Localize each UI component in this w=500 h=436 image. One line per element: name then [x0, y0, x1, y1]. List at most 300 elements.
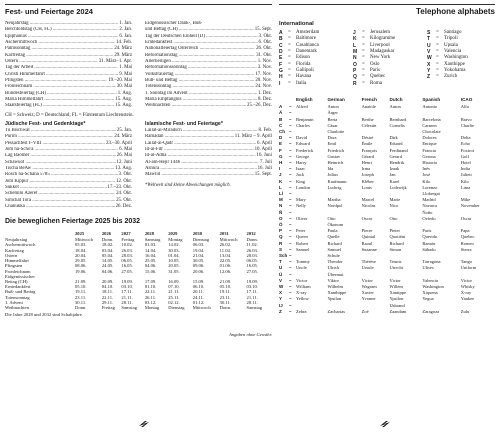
holiday-date: 16. Juni	[256, 153, 272, 159]
holiday-name: Reformationssonntag .....	[145, 65, 257, 71]
spelling-letter: J	[279, 172, 282, 178]
spelling-word: Otto	[389, 215, 398, 221]
movable-value: 05.10.	[219, 284, 232, 290]
international-row	[427, 74, 495, 80]
nato-header-blank-eq	[289, 97, 296, 104]
jewish-title: Jüdische Fest- und Gedenktage*	[5, 120, 86, 127]
spelling-word: Oliver	[296, 215, 308, 221]
spelling-word: Schule	[327, 252, 340, 258]
international-word: Oslo	[370, 61, 380, 67]
holiday-name: Mariä Himmelfahrt .....	[5, 97, 114, 103]
holiday-row	[5, 204, 132, 210]
movable-value: 10.02.	[121, 242, 133, 248]
spelling-word: Nordpol	[327, 203, 343, 209]
movable-value: 21.09.	[75, 278, 87, 284]
movable-value: 30.11.	[75, 299, 87, 305]
holiday-name: Pfingsten .....	[5, 78, 107, 84]
spelling-word: Kilo	[422, 178, 431, 184]
movable-value: 19.11.	[75, 289, 87, 295]
spelling-letter: Z	[279, 308, 282, 314]
international-column	[427, 30, 495, 87]
equals-sign: =	[289, 209, 292, 215]
holiday-date: 31. März–1. Apr.	[98, 59, 132, 65]
international-word: Xanthippe	[444, 61, 465, 67]
movable-value: 20.11.	[192, 289, 205, 295]
holiday-date: 25. Okt.	[116, 197, 132, 203]
movable-value: 24.11.	[192, 294, 205, 300]
spelling-word: Ypsilon	[389, 296, 404, 302]
language-header: English	[296, 97, 313, 103]
spelling-word: Quintal	[361, 234, 376, 240]
movable-value: 26.11.	[144, 294, 157, 300]
spelling-word: Frederick	[296, 147, 314, 153]
movable-value: 06.05.	[246, 258, 258, 264]
movable-value: 29.11.	[101, 299, 114, 305]
movable-value: 22.05.	[219, 258, 232, 264]
international-word: Casablanca	[296, 42, 319, 48]
spelling-word: Xiquena	[422, 290, 438, 296]
spelling-word: Pieter	[389, 228, 401, 234]
international-word: Italia	[296, 80, 307, 86]
holiday-date: 24. März	[114, 46, 132, 52]
international-letter: F	[279, 61, 283, 68]
spelling-letter: B	[279, 116, 283, 122]
spelling-word: Quelle	[327, 234, 340, 240]
equals-sign: =	[436, 49, 439, 55]
spelling-word: Historia	[422, 159, 437, 165]
spelling-word: Valencia	[422, 277, 438, 283]
spelling-word: Utrecht	[389, 265, 404, 271]
equals-sign: =	[362, 80, 365, 86]
holiday-name: Christi Himmelfahrt .....	[5, 72, 118, 78]
movable-value: 14.02.	[168, 242, 180, 248]
international-letter: Y	[427, 68, 431, 75]
international-word: Liverpool	[370, 42, 390, 48]
holiday-date: 10. April	[254, 146, 272, 152]
holiday-name: Sukkot .....	[5, 185, 107, 191]
spelling-word: Mary	[296, 197, 306, 203]
spelling-letter: E	[279, 141, 283, 147]
movable-value: 18.11.	[101, 289, 114, 295]
movable-value: Samstag	[121, 304, 137, 310]
movable-value: 29.05.	[75, 258, 87, 264]
holiday-date: 29. März	[114, 52, 132, 58]
movable-value: Samstag	[246, 304, 263, 310]
equals-sign: =	[289, 234, 292, 240]
movable-value: 16.04.	[144, 252, 157, 258]
equals-sign: =	[289, 172, 292, 178]
spelling-letter: Y	[279, 296, 283, 302]
movable-value: Mittwoch	[219, 237, 238, 243]
movable-value: 04.10.	[101, 284, 114, 290]
spelling-letter: M	[279, 197, 283, 203]
holiday-name: Berchtoldstag (CH, FL) .....	[5, 27, 118, 33]
movable-value: 06.10.	[192, 284, 205, 290]
international-word: Upsala	[444, 42, 458, 48]
language-header: German	[327, 97, 345, 103]
equals-sign: =	[288, 36, 291, 42]
spelling-word: Victor	[389, 277, 401, 283]
equals-sign: =	[289, 184, 292, 190]
spelling-word: Yegua	[422, 296, 434, 302]
movable-value: 03.10.	[246, 284, 258, 290]
spelling-letter: O	[279, 215, 283, 221]
equals-sign: =	[289, 271, 292, 277]
spelling-word: Benjamin	[296, 116, 314, 122]
spelling-letter: Q	[279, 234, 283, 240]
holiday-date: 12. Juni	[116, 159, 132, 165]
movable-value: Freitag	[121, 237, 135, 243]
movable-value: 20.04.	[75, 252, 87, 258]
equals-sign: =	[289, 259, 292, 265]
movable-value: 11.04.	[219, 247, 231, 253]
movable-value: Donn.	[101, 237, 114, 243]
international-letter: W	[427, 55, 432, 62]
movable-value: Donn.	[75, 304, 87, 310]
spelling-word: Antonio	[422, 104, 438, 110]
holiday-name: Purim .....	[5, 134, 113, 140]
spelling-letter: V	[279, 277, 283, 283]
movable-value: 22.11.	[101, 294, 114, 300]
holiday-date: 15. Aug.	[115, 97, 132, 103]
holiday-date: 15. Sept.	[254, 172, 272, 178]
spelling-word: Xanthippe	[327, 290, 347, 296]
spelling-letter: L	[279, 184, 282, 190]
spelling-word: Ulises	[422, 265, 434, 271]
spelling-word: Kilo	[460, 178, 469, 184]
equals-sign: =	[288, 74, 291, 80]
equals-sign: =	[289, 128, 292, 134]
movable-label: Neujahrstag	[5, 237, 28, 243]
holiday-date: 1. Aug.	[117, 90, 132, 96]
equals-sign: =	[436, 36, 439, 42]
holiday-name: Totensonntag .....	[145, 84, 254, 90]
islamic-column	[145, 121, 272, 210]
spelling-word: Enrique	[422, 141, 437, 147]
equals-sign: =	[289, 265, 292, 271]
language-header: ICAO	[460, 97, 473, 103]
spelling-letter: Sch	[279, 252, 288, 258]
spelling-word: Gerona	[422, 153, 436, 159]
movable-value: 20.05.	[168, 263, 180, 269]
holiday-name: Weihnachten .....	[145, 103, 246, 109]
spelling-word: Zoé	[361, 308, 369, 314]
international-letter: U	[427, 42, 431, 49]
movable-value: 16.05.	[121, 263, 133, 269]
holiday-date: 2. Jan.	[119, 27, 132, 33]
equals-sign: =	[289, 277, 292, 283]
spelling-word: Charles	[296, 122, 310, 128]
spelling-word: Washington	[422, 283, 444, 289]
equals-sign: =	[362, 68, 365, 74]
holiday-date: 1. Jan.	[119, 21, 132, 26]
spelling-word: Edward	[296, 141, 310, 147]
international-row	[353, 81, 421, 87]
holiday-name: Jom Kippur .....	[5, 179, 115, 185]
spelling-word: Martha	[327, 197, 341, 203]
equals-sign: =	[362, 74, 365, 80]
holiday-date: 20. Nov.	[255, 78, 272, 84]
spelling-word: Ludwig	[327, 184, 342, 190]
movable-value: 26.02.	[219, 242, 232, 248]
movable-value: 30.03.	[168, 247, 180, 253]
spelling-word: Delta	[460, 135, 471, 141]
spelling-word: Dirk	[389, 135, 398, 141]
spelling-word: Ypsilon	[327, 296, 342, 302]
movable-value: 25.05.	[144, 258, 157, 264]
year-header: 2031	[219, 231, 229, 237]
equals-sign: =	[288, 30, 291, 35]
international-letter: E	[279, 55, 283, 62]
holiday-row	[5, 103, 132, 109]
movable-value: 13.04.	[219, 252, 232, 258]
movable-value: 21.11.	[246, 294, 258, 300]
spelling-letter: F	[279, 147, 282, 153]
spelling-word: Kaufmann	[327, 178, 347, 184]
movable-value: 17.11.	[246, 289, 258, 295]
spelling-word: Tango	[460, 259, 472, 265]
spelling-word: Yankee	[460, 296, 475, 302]
equals-sign: =	[289, 166, 292, 172]
spelling-word: Zaragoza	[422, 308, 440, 314]
holiday-row	[145, 172, 272, 178]
international-letter: A	[279, 30, 283, 36]
movable-holidays-table	[5, 231, 270, 310]
equals-sign: =	[436, 74, 439, 80]
holidays-column-1	[5, 21, 132, 110]
spelling-word: Lima	[460, 184, 471, 190]
spelling-word: Uniform	[460, 265, 477, 271]
spelling-word: Richard	[389, 240, 404, 246]
holiday-name: Palmsonntag .....	[5, 46, 113, 52]
spelling-word: Harry	[296, 159, 307, 165]
holiday-name: Mawlid .....	[145, 172, 254, 178]
spelling-word: Isaac	[296, 166, 306, 172]
international-word: Washington	[444, 55, 468, 61]
spelling-word: Ramón	[422, 240, 436, 246]
spelling-word: Whisky	[460, 283, 475, 289]
movable-value: 06.03.	[192, 242, 205, 248]
spelling-word: Tarragona	[422, 259, 441, 265]
movable-value: Montag	[168, 237, 183, 243]
equals-sign: =	[289, 302, 292, 308]
equals-sign: =	[289, 240, 292, 246]
spelling-word: Papa	[460, 228, 470, 234]
spelling-letter: A	[279, 104, 283, 110]
holiday-date: 6. Mai	[119, 146, 132, 152]
holiday-name: Tu Bischwat .....	[5, 128, 116, 134]
spelling-word: Theodor	[327, 259, 343, 265]
movable-label: 1. Advent	[5, 299, 23, 305]
holiday-date: 12. Okt.	[116, 178, 132, 184]
movable-value: 19.04.	[192, 247, 205, 253]
equals-sign: =	[362, 61, 365, 67]
movable-value: 30.11.	[219, 299, 231, 305]
movable-value: 01.12.	[192, 299, 205, 305]
spelling-word: Jan	[389, 172, 396, 178]
movable-value: 28.03.	[246, 252, 258, 258]
movable-value: 12.06.	[219, 268, 232, 274]
movable-label: Karfreitag	[5, 247, 24, 253]
holiday-name: Ramadan .....	[145, 134, 234, 140]
equals-sign: =	[288, 49, 291, 55]
holiday-name: Lag Baomer .....	[5, 153, 116, 159]
movable-value: 16.05.	[246, 263, 258, 269]
spelling-word: Samuel	[296, 246, 310, 252]
spelling-word: Cornelis	[389, 122, 405, 128]
spelling-word: París	[422, 228, 432, 234]
holiday-name: Bundesfeiertag (CH) .....	[5, 91, 117, 97]
spelling-letter: G	[279, 153, 283, 159]
spelling-word: Uncle	[296, 265, 307, 271]
equals-sign: =	[289, 116, 292, 122]
movable-value: 25.11.	[168, 294, 180, 300]
spelling-word: David	[296, 135, 307, 141]
international-letter: B	[279, 36, 283, 43]
spelling-word: Anatole	[361, 104, 376, 110]
holiday-name: Mariä Empfängnis .....	[145, 97, 257, 103]
movable-value: 26.03.	[121, 247, 133, 253]
international-word: Roma	[370, 80, 382, 86]
international-word: New York	[370, 55, 391, 61]
international-letter: G	[279, 68, 283, 75]
movable-value: 14.04.	[144, 247, 157, 253]
holiday-name: Schawuot .....	[5, 160, 116, 166]
equals-sign: =	[289, 215, 292, 221]
spelling-word: Désiré	[361, 135, 374, 141]
equals-sign: =	[289, 141, 292, 147]
equals-sign: =	[362, 30, 365, 35]
spelling-word: King	[296, 178, 305, 184]
movable-holidays-title: Die beweglichen Feiertage 2025 bis 2032	[5, 218, 141, 226]
movable-value: 27.05.	[121, 268, 133, 274]
movable-value: 20.09.	[101, 278, 114, 284]
movable-label: Pfingsten	[5, 263, 23, 269]
holiday-name: Neujahrstag .....	[5, 21, 118, 27]
variation-hint: *Weltweit sind kleine Abweichungen möglich.	[145, 182, 231, 188]
movable-value: 15.06.	[144, 268, 157, 274]
holiday-date: 31. Okt.	[256, 52, 272, 58]
equals-sign: =	[289, 135, 292, 141]
equals-sign: =	[289, 246, 292, 252]
holiday-date: 8. Dez.	[258, 97, 272, 103]
jewish-column	[5, 121, 132, 210]
spelling-word: Alfred	[296, 104, 308, 110]
spelling-word: Irma	[361, 166, 371, 172]
international-letter: R	[353, 80, 357, 87]
movable-value: 03.04.	[101, 247, 114, 253]
spelling-word: Foxtrot	[460, 147, 475, 153]
international-letter: D	[279, 49, 283, 56]
movable-value: 21.11.	[168, 289, 180, 295]
holiday-name: Nationalfeiertag Österreich .....	[145, 46, 255, 52]
spelling-word: London	[296, 184, 310, 190]
international-word: Zurich	[444, 74, 458, 80]
international-word: Florida	[296, 61, 311, 67]
holiday-date: 24. Okt.	[116, 191, 132, 197]
movable-value: 08.06.	[75, 263, 87, 269]
holiday-name: Jom ha-Scho'a .....	[5, 147, 118, 153]
international-word: Edison	[296, 55, 310, 61]
spelling-word: Nelly	[296, 203, 306, 209]
spelling-word: Gustav	[327, 153, 341, 159]
international-word: Danemark	[296, 49, 317, 55]
spelling-word: Dolores	[422, 135, 437, 141]
spelling-word: Willem	[389, 283, 403, 289]
spelling-word: Ñoño	[422, 209, 433, 215]
nato-header-blank	[279, 97, 289, 104]
spelling-letter: Ä	[279, 110, 283, 116]
holiday-name: Pessachfest I–VIII .....	[5, 141, 105, 147]
holiday-name: Ostern .....	[5, 59, 98, 65]
international-letter: T	[427, 36, 431, 43]
top-rule-left	[5, 4, 272, 5]
holiday-date: 24. Nov.	[255, 84, 272, 90]
holiday-name: Fronleichnam .....	[5, 84, 116, 90]
movable-value: 03.12.	[144, 299, 157, 305]
holiday-date: 6. Jan.	[119, 33, 132, 39]
holiday-date: 8. Feb.	[258, 127, 272, 133]
equals-sign: =	[289, 122, 292, 128]
spelling-word: Juliett	[460, 172, 472, 178]
spelling-word: Heinrich	[327, 159, 344, 165]
equals-sign: =	[362, 42, 365, 48]
holiday-date: 17.–23. Okt.	[107, 184, 132, 190]
spelling-word: Zulu	[460, 308, 470, 314]
holiday-name: Tischa BeAw .....	[5, 166, 114, 172]
spelling-word: IJsbrand	[389, 302, 405, 308]
spelling-word: Raoul	[361, 240, 373, 246]
spelling-word: Sábado	[422, 246, 436, 252]
spelling-word: Sierra	[460, 246, 472, 252]
movable-label: Aschermittwoch	[5, 242, 36, 248]
spelling-word: Yellow	[296, 296, 309, 302]
movable-value: 20.06.	[192, 268, 205, 274]
holiday-name: Eidgenössischer Dank-, Buß-	[145, 21, 203, 26]
movable-value: 09.06.	[192, 263, 205, 269]
holiday-name: Allerheiligen .....	[145, 59, 257, 65]
spelling-word: William	[296, 283, 311, 289]
spelling-letter: P	[279, 228, 283, 234]
spelling-letter: U	[279, 265, 283, 271]
movable-value: 16.09.	[168, 278, 180, 284]
spelling-word: Oscar	[361, 215, 373, 221]
spelling-word: François	[361, 147, 378, 153]
movable-value: Donn.	[219, 304, 232, 310]
spelling-word: Xantippe	[389, 290, 407, 296]
spelling-word: November	[460, 203, 480, 209]
holiday-date: 6. April	[257, 140, 272, 146]
holiday-date: 11. März – 9. April	[234, 134, 272, 140]
movable-value: 18.02.	[101, 242, 114, 248]
islamic-title: Islamische Fest- und Feiertage*	[145, 120, 223, 127]
equals-sign: =	[289, 228, 292, 234]
international-letter: X	[427, 61, 431, 68]
spelling-word: Jack	[296, 172, 304, 178]
international-letter: M	[353, 49, 358, 56]
holiday-name: Buß- und Bettag .....	[145, 78, 254, 84]
spelling-word: Robert	[296, 240, 309, 246]
movable-value: 05.10.	[75, 284, 87, 290]
spelling-word: Zaandam	[389, 308, 407, 314]
religious-holidays	[5, 121, 272, 210]
holiday-name: Chanukka .....	[5, 204, 115, 210]
spelling-letter: I	[279, 166, 281, 172]
international-word: Amsterdam	[296, 30, 320, 35]
holidays-title: Fest- und Feiertage 2024	[5, 7, 93, 16]
international-letter: O	[353, 61, 357, 68]
holiday-name: Tag der Arbeit .....	[5, 65, 118, 71]
